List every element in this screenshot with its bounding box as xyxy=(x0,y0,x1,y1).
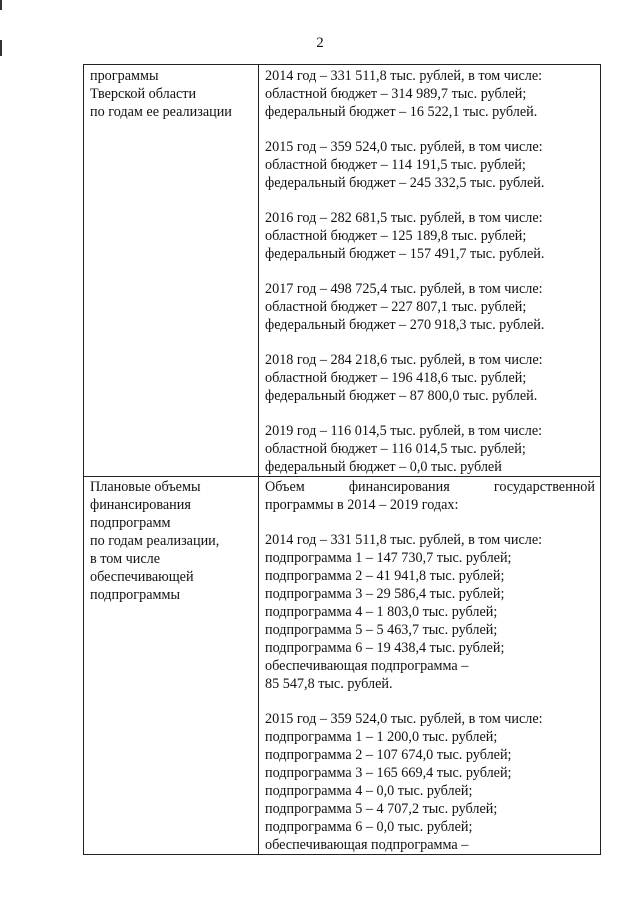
page-number: 2 xyxy=(316,35,324,51)
row1-value-cell xyxy=(259,65,601,477)
federal-budget-line: федеральный бюджет – 0,0 тыс. рублей xyxy=(265,459,502,475)
regional-budget-line: областной бюджет – 227 807,1 тыс. рублей; xyxy=(265,299,527,315)
intro-word: финансирования xyxy=(348,479,450,495)
row1-label-line: программы xyxy=(90,68,159,84)
intro-word: Объем xyxy=(265,479,305,495)
subprogram-line: подпрограмма 3 – 165 669,4 тыс. рублей; xyxy=(265,765,512,781)
row1-label-cell xyxy=(84,65,259,477)
subprogram-line: подпрограмма 4 – 1 803,0 тыс. рублей; xyxy=(265,604,498,620)
financing-table xyxy=(83,64,601,855)
table-row-budget-by-year xyxy=(84,65,601,477)
subprogram-line: подпрограмма 1 – 147 730,7 тыс. рублей; xyxy=(265,550,512,566)
table-row-subprogram-volumes xyxy=(84,477,601,855)
year-total-line: 2015 год – 359 524,0 тыс. рублей, в том числе: xyxy=(265,711,543,727)
regional-budget-line: областной бюджет – 114 191,5 тыс. рублей; xyxy=(265,157,526,173)
subprogram-line: подпрограмма 3 – 29 586,4 тыс. рублей; xyxy=(265,586,505,602)
financing-intro-line2: программы в 2014 – 2019 годах: xyxy=(265,497,459,513)
row2-label-line: обеспечивающей xyxy=(90,569,194,585)
year-total-line: 2014 год – 331 511,8 тыс. рублей, в том числе: xyxy=(265,532,543,548)
row2-value-cell xyxy=(259,477,601,855)
year-2014-budget-block xyxy=(265,67,595,121)
scan-edge-mark-top xyxy=(0,0,2,10)
federal-budget-line: федеральный бюджет – 16 522,1 тыс. рублей. xyxy=(265,104,538,120)
subprogram-line: подпрограмма 6 – 0,0 тыс. рублей; xyxy=(265,819,473,835)
support-subprogram-line: обеспечивающая подпрограмма – xyxy=(265,658,469,674)
row2-label-line: подпрограммы xyxy=(90,587,180,603)
row2-label-line: по годам реализации, xyxy=(90,533,220,549)
regional-budget-line: областной бюджет – 196 418,6 тыс. рублей; xyxy=(265,370,527,386)
year-total-line: 2017 год – 498 725,4 тыс. рублей, в том числе: xyxy=(265,281,543,297)
federal-budget-line: федеральный бюджет – 157 491,7 тыс. рублей. xyxy=(265,246,545,262)
regional-budget-line: областной бюджет – 314 989,7 тыс. рублей; xyxy=(265,86,527,102)
support-subprogram-amount-line: 85 547,8 тыс. рублей. xyxy=(265,676,393,692)
year-2016-budget-block xyxy=(265,209,595,263)
year-total-line: 2016 год – 282 681,5 тыс. рублей, в том числе: xyxy=(265,210,543,226)
financing-intro-line1 xyxy=(265,478,595,496)
row2-label-line: финансирования xyxy=(90,497,191,513)
year-2018-budget-block xyxy=(265,351,595,405)
subprogram-line: подпрограмма 6 – 19 438,4 тыс. рублей; xyxy=(265,640,505,656)
year-2019-budget-block xyxy=(265,422,595,476)
row2-label-line: в том числе xyxy=(90,551,161,567)
year-total-line: 2014 год – 331 511,8 тыс. рублей, в том числе: xyxy=(265,68,543,84)
regional-budget-line: областной бюджет – 125 189,8 тыс. рублей; xyxy=(265,228,527,244)
subprogram-line: подпрограмма 2 – 107 674,0 тыс. рублей; xyxy=(265,747,512,763)
row2-label-cell xyxy=(84,477,259,855)
financing-intro xyxy=(265,478,595,514)
federal-budget-line: федеральный бюджет – 270 918,3 тыс. рублей. xyxy=(265,317,545,333)
federal-budget-line: федеральный бюджет – 245 332,5 тыс. рублей. xyxy=(265,175,545,191)
regional-budget-line: областной бюджет – 116 014,5 тыс. рублей; xyxy=(265,441,526,457)
subprogram-line: подпрограмма 2 – 41 941,8 тыс. рублей; xyxy=(265,568,505,584)
row2-label-line: подпрограмм xyxy=(90,515,171,531)
row1-label-line: по годам ее реализации xyxy=(90,104,232,120)
subprogram-line: подпрограмма 4 – 0,0 тыс. рублей; xyxy=(265,783,473,799)
subprograms-2014-block xyxy=(265,531,595,693)
year-total-line: 2015 год – 359 524,0 тыс. рублей, в том числе: xyxy=(265,139,543,155)
row1-label-line: Тверской области xyxy=(90,86,197,102)
year-total-line: 2018 год – 284 218,6 тыс. рублей, в том числе: xyxy=(265,352,543,368)
row2-label-line: Плановые объемы xyxy=(90,479,201,495)
subprogram-line: подпрограмма 5 – 4 707,2 тыс. рублей; xyxy=(265,801,498,817)
year-2015-budget-block xyxy=(265,138,595,192)
year-total-line: 2019 год – 116 014,5 тыс. рублей, в том числе: xyxy=(265,423,543,439)
subprograms-2015-block xyxy=(265,710,595,854)
support-subprogram-line: обеспечивающая подпрограмма – xyxy=(265,837,469,853)
subprogram-line: подпрограмма 1 – 1 200,0 тыс. рублей; xyxy=(265,729,498,745)
subprogram-line: подпрограмма 5 – 5 463,7 тыс. рублей; xyxy=(265,622,498,638)
year-2017-budget-block xyxy=(265,280,595,334)
federal-budget-line: федеральный бюджет – 87 800,0 тыс. рублей. xyxy=(265,388,538,404)
intro-word: государственной xyxy=(493,479,595,495)
